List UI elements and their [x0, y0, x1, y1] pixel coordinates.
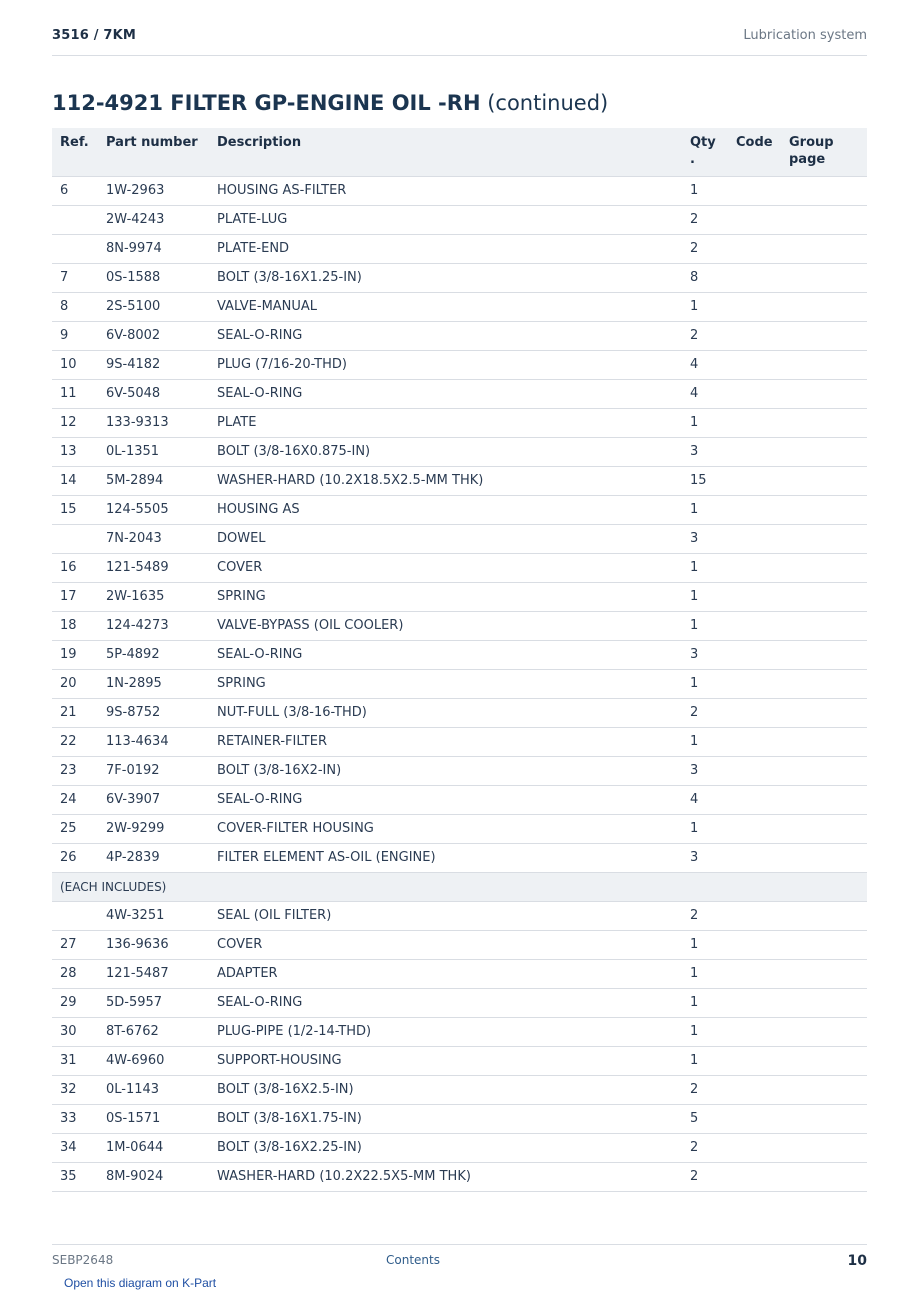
table-row [52, 525, 867, 554]
code-cell [728, 525, 781, 554]
qty-cell: 8 [682, 264, 728, 293]
open-kpart-diagram-link[interactable]: Open this diagram on K-Part [64, 1276, 217, 1290]
part-number-cell: 136-9636 [98, 931, 209, 960]
part-number-cell: 8T-6762 [98, 1018, 209, 1047]
table-row [52, 815, 867, 844]
part-number-cell: 9S-4182 [98, 351, 209, 380]
group-page-cell [781, 380, 867, 409]
group-page-cell [781, 554, 867, 583]
column-header-qty [682, 128, 728, 177]
description-cell: SPRING [209, 670, 682, 699]
ref-cell: 32 [52, 1076, 98, 1105]
part-number-cell: 5P-4892 [98, 641, 209, 670]
description-cell: VALVE-MANUAL [209, 293, 682, 322]
group-page-cell [781, 264, 867, 293]
parts-table-header [52, 128, 867, 177]
ref-cell: 29 [52, 989, 98, 1018]
ref-cell: 18 [52, 612, 98, 641]
description-cell: NUT-FULL (3/8-16-THD) [209, 699, 682, 728]
table-row [52, 728, 867, 757]
group-page-cell [781, 177, 867, 206]
code-cell [728, 699, 781, 728]
table-row [52, 322, 867, 351]
code-cell [728, 1076, 781, 1105]
code-cell [728, 989, 781, 1018]
code-cell [728, 496, 781, 525]
part-number-cell: 2W-9299 [98, 815, 209, 844]
document-page [52, 0, 867, 1300]
part-number-cell: 5M-2894 [98, 467, 209, 496]
group-page-cell [781, 1018, 867, 1047]
part-number-cell: 0L-1351 [98, 438, 209, 467]
group-title: 112-4921 FILTER GP-ENGINE OIL -RH [52, 91, 481, 115]
ref-cell: 8 [52, 293, 98, 322]
part-number-cell: 1N-2895 [98, 670, 209, 699]
group-page-cell [781, 670, 867, 699]
table-row [52, 757, 867, 786]
description-cell: BOLT (3/8-16X2.5-IN) [209, 1076, 682, 1105]
ref-cell: 16 [52, 554, 98, 583]
table-row [52, 786, 867, 815]
group-page-cell [781, 844, 867, 873]
table-row [52, 1163, 867, 1192]
group-page-cell [781, 525, 867, 554]
part-number-cell: 5D-5957 [98, 989, 209, 1018]
table-note: (EACH INCLUDES) [52, 873, 867, 902]
description-cell: SEAL-O-RING [209, 786, 682, 815]
qty-cell: 3 [682, 757, 728, 786]
code-cell [728, 438, 781, 467]
table-row [52, 1047, 867, 1076]
table-row [52, 1018, 867, 1047]
ref-cell: 11 [52, 380, 98, 409]
group-page-cell [781, 409, 867, 438]
group-page-cell [781, 786, 867, 815]
group-page-cell [781, 1047, 867, 1076]
qty-cell: 2 [682, 235, 728, 264]
part-number-cell: 113-4634 [98, 728, 209, 757]
part-number-cell: 2S-5100 [98, 293, 209, 322]
code-cell [728, 177, 781, 206]
qty-cell: 2 [682, 1134, 728, 1163]
ref-cell: 12 [52, 409, 98, 438]
table-row [52, 902, 867, 931]
group-page-cell [781, 1105, 867, 1134]
code-cell [728, 902, 781, 931]
group-page-cell [781, 612, 867, 641]
page-number: 10 [847, 1253, 867, 1269]
ref-cell [52, 902, 98, 931]
part-number-cell: 124-5505 [98, 496, 209, 525]
description-cell: DOWEL [209, 525, 682, 554]
page-footer [52, 1244, 867, 1275]
table-row [52, 989, 867, 1018]
description-cell: BOLT (3/8-16X0.875-IN) [209, 438, 682, 467]
table-row [52, 351, 867, 380]
table-row [52, 960, 867, 989]
qty-cell: 1 [682, 960, 728, 989]
description-cell: BOLT (3/8-16X2.25-IN) [209, 1134, 682, 1163]
code-cell [728, 1163, 781, 1192]
qty-cell: 1 [682, 1018, 728, 1047]
description-cell: SEAL-O-RING [209, 989, 682, 1018]
description-cell: PLUG (7/16-20-THD) [209, 351, 682, 380]
ref-cell: 34 [52, 1134, 98, 1163]
part-number-cell: 6V-5048 [98, 380, 209, 409]
table-row [52, 699, 867, 728]
part-number-cell: 7F-0192 [98, 757, 209, 786]
table-row [52, 438, 867, 467]
model-label: 3516 / 7KM [52, 28, 137, 43]
qty-cell: 1 [682, 989, 728, 1018]
group-page-cell [781, 641, 867, 670]
group-page-cell [781, 235, 867, 264]
group-page-cell [781, 1076, 867, 1105]
part-number-cell: 8M-9024 [98, 1163, 209, 1192]
description-cell: COVER-FILTER HOUSING [209, 815, 682, 844]
qty-cell: 1 [682, 177, 728, 206]
ref-cell: 24 [52, 786, 98, 815]
code-cell [728, 844, 781, 873]
part-number-cell: 0S-1588 [98, 264, 209, 293]
qty-cell: 1 [682, 496, 728, 525]
part-number-cell: 0L-1143 [98, 1076, 209, 1105]
table-row [52, 467, 867, 496]
description-cell: SUPPORT-HOUSING [209, 1047, 682, 1076]
description-cell: HOUSING AS [209, 496, 682, 525]
code-cell [728, 931, 781, 960]
description-cell: COVER [209, 554, 682, 583]
ref-cell: 9 [52, 322, 98, 351]
ref-cell: 33 [52, 1105, 98, 1134]
description-cell: BOLT (3/8-16X1.25-IN) [209, 264, 682, 293]
code-cell [728, 1105, 781, 1134]
parts-table-body [52, 177, 867, 1192]
qty-cell: 2 [682, 1076, 728, 1105]
code-cell [728, 786, 781, 815]
description-cell: BOLT (3/8-16X2-IN) [209, 757, 682, 786]
code-cell [728, 293, 781, 322]
code-cell [728, 612, 781, 641]
code-cell [728, 322, 781, 351]
description-cell: SEAL-O-RING [209, 641, 682, 670]
ref-cell: 27 [52, 931, 98, 960]
part-number-cell: 8N-9974 [98, 235, 209, 264]
part-number-cell: 121-5489 [98, 554, 209, 583]
contents-link[interactable]: Contents [386, 1253, 440, 1267]
code-cell [728, 235, 781, 264]
page-title [52, 89, 608, 117]
group-page-cell [781, 989, 867, 1018]
ref-cell: 35 [52, 1163, 98, 1192]
code-cell [728, 815, 781, 844]
column-header-description: Description [209, 128, 682, 177]
code-cell [728, 728, 781, 757]
part-number-cell: 2W-4243 [98, 206, 209, 235]
qty-cell: 3 [682, 525, 728, 554]
table-row [52, 1134, 867, 1163]
qty-cell: 1 [682, 583, 728, 612]
part-number-cell: 7N-2043 [98, 525, 209, 554]
qty-cell: 1 [682, 728, 728, 757]
table-row [52, 177, 867, 206]
description-cell: COVER [209, 931, 682, 960]
qty-cell: 1 [682, 1047, 728, 1076]
code-cell [728, 264, 781, 293]
ref-cell: 6 [52, 177, 98, 206]
description-cell: SEAL-O-RING [209, 380, 682, 409]
part-number-cell: 1W-2963 [98, 177, 209, 206]
description-cell: WASHER-HARD (10.2X22.5X5-MM THK) [209, 1163, 682, 1192]
table-note-row [52, 873, 867, 902]
code-cell [728, 467, 781, 496]
qty-cell: 2 [682, 699, 728, 728]
qty-cell: 2 [682, 206, 728, 235]
description-cell: PLATE [209, 409, 682, 438]
page-header [52, 28, 867, 56]
ref-cell [52, 206, 98, 235]
description-cell: VALVE-BYPASS (OIL COOLER) [209, 612, 682, 641]
column-header-part-number: Part number [98, 128, 209, 177]
table-row [52, 409, 867, 438]
group-page-cell [781, 293, 867, 322]
ref-cell: 20 [52, 670, 98, 699]
group-page-cell [781, 1163, 867, 1192]
part-number-cell: 4W-3251 [98, 902, 209, 931]
code-cell [728, 1134, 781, 1163]
code-cell [728, 206, 781, 235]
group-page-cell [781, 902, 867, 931]
part-number-cell: 9S-8752 [98, 699, 209, 728]
description-cell: HOUSING AS-FILTER [209, 177, 682, 206]
table-row [52, 235, 867, 264]
qty-cell: 4 [682, 351, 728, 380]
part-number-cell: 2W-1635 [98, 583, 209, 612]
qty-cell: 15 [682, 467, 728, 496]
qty-cell: 1 [682, 409, 728, 438]
group-page-header-label: Group page [789, 135, 834, 167]
ref-cell: 25 [52, 815, 98, 844]
description-cell: WASHER-HARD (10.2X18.5X2.5-MM THK) [209, 467, 682, 496]
part-number-cell: 121-5487 [98, 960, 209, 989]
table-row [52, 206, 867, 235]
column-header-ref: Ref. [52, 128, 98, 177]
description-cell: PLATE-LUG [209, 206, 682, 235]
code-cell [728, 554, 781, 583]
ref-cell: 13 [52, 438, 98, 467]
ref-cell: 14 [52, 467, 98, 496]
table-row [52, 844, 867, 873]
table-row [52, 931, 867, 960]
ref-cell: 7 [52, 264, 98, 293]
group-page-cell [781, 815, 867, 844]
group-page-cell [781, 931, 867, 960]
table-row [52, 554, 867, 583]
group-page-cell [781, 438, 867, 467]
description-cell: PLUG-PIPE (1/2-14-THD) [209, 1018, 682, 1047]
group-page-cell [781, 1134, 867, 1163]
qty-cell: 1 [682, 293, 728, 322]
qty-cell: 1 [682, 815, 728, 844]
qty-header-label: Qty . [690, 135, 716, 167]
description-cell: BOLT (3/8-16X1.75-IN) [209, 1105, 682, 1134]
part-number-cell: 6V-3907 [98, 786, 209, 815]
description-cell: ADAPTER [209, 960, 682, 989]
qty-cell: 2 [682, 902, 728, 931]
parts-table [52, 128, 867, 1192]
code-cell [728, 351, 781, 380]
group-page-cell [781, 206, 867, 235]
code-cell [728, 583, 781, 612]
ref-cell: 17 [52, 583, 98, 612]
table-row [52, 670, 867, 699]
group-page-cell [781, 467, 867, 496]
section-label: Lubrication system [743, 28, 867, 43]
qty-cell: 2 [682, 1163, 728, 1192]
part-number-cell: 0S-1571 [98, 1105, 209, 1134]
group-page-cell [781, 322, 867, 351]
table-row [52, 641, 867, 670]
column-header-code: Code [728, 128, 781, 177]
part-number-cell: 6V-8002 [98, 322, 209, 351]
code-cell [728, 409, 781, 438]
code-cell [728, 670, 781, 699]
qty-cell: 4 [682, 380, 728, 409]
ref-cell: 10 [52, 351, 98, 380]
qty-cell: 5 [682, 1105, 728, 1134]
table-row [52, 583, 867, 612]
part-number-cell: 124-4273 [98, 612, 209, 641]
ref-cell [52, 235, 98, 264]
table-row [52, 293, 867, 322]
table-row [52, 1105, 867, 1134]
code-cell [728, 757, 781, 786]
ref-cell: 22 [52, 728, 98, 757]
ref-cell: 26 [52, 844, 98, 873]
part-number-cell: 4P-2839 [98, 844, 209, 873]
code-cell [728, 960, 781, 989]
table-row [52, 496, 867, 525]
qty-cell: 3 [682, 438, 728, 467]
qty-cell: 1 [682, 931, 728, 960]
qty-cell: 4 [682, 786, 728, 815]
qty-cell: 1 [682, 612, 728, 641]
title-continued: (continued) [480, 91, 609, 115]
table-row [52, 264, 867, 293]
ref-cell: 31 [52, 1047, 98, 1076]
ref-cell: 23 [52, 757, 98, 786]
ref-cell [52, 525, 98, 554]
group-page-cell [781, 960, 867, 989]
qty-cell: 1 [682, 670, 728, 699]
description-cell: SEAL-O-RING [209, 322, 682, 351]
description-cell: SPRING [209, 583, 682, 612]
qty-cell: 3 [682, 844, 728, 873]
group-page-cell [781, 699, 867, 728]
qty-cell: 1 [682, 554, 728, 583]
column-header-group-page [781, 128, 867, 177]
ref-cell: 19 [52, 641, 98, 670]
group-page-cell [781, 583, 867, 612]
ref-cell: 30 [52, 1018, 98, 1047]
table-row [52, 612, 867, 641]
code-cell [728, 641, 781, 670]
code-cell [728, 1018, 781, 1047]
description-cell: FILTER ELEMENT AS-OIL (ENGINE) [209, 844, 682, 873]
group-page-cell [781, 757, 867, 786]
table-row [52, 1076, 867, 1105]
code-cell [728, 380, 781, 409]
description-cell: RETAINER-FILTER [209, 728, 682, 757]
code-cell [728, 1047, 781, 1076]
qty-cell: 3 [682, 641, 728, 670]
ref-cell: 15 [52, 496, 98, 525]
qty-cell: 2 [682, 322, 728, 351]
part-number-cell: 1M-0644 [98, 1134, 209, 1163]
document-id: SEBP2648 [52, 1253, 114, 1267]
ref-cell: 21 [52, 699, 98, 728]
part-number-cell: 133-9313 [98, 409, 209, 438]
part-number-cell: 4W-6960 [98, 1047, 209, 1076]
description-cell: SEAL (OIL FILTER) [209, 902, 682, 931]
description-cell: PLATE-END [209, 235, 682, 264]
ref-cell: 28 [52, 960, 98, 989]
group-page-cell [781, 351, 867, 380]
group-page-cell [781, 496, 867, 525]
group-page-cell [781, 728, 867, 757]
table-row [52, 380, 867, 409]
